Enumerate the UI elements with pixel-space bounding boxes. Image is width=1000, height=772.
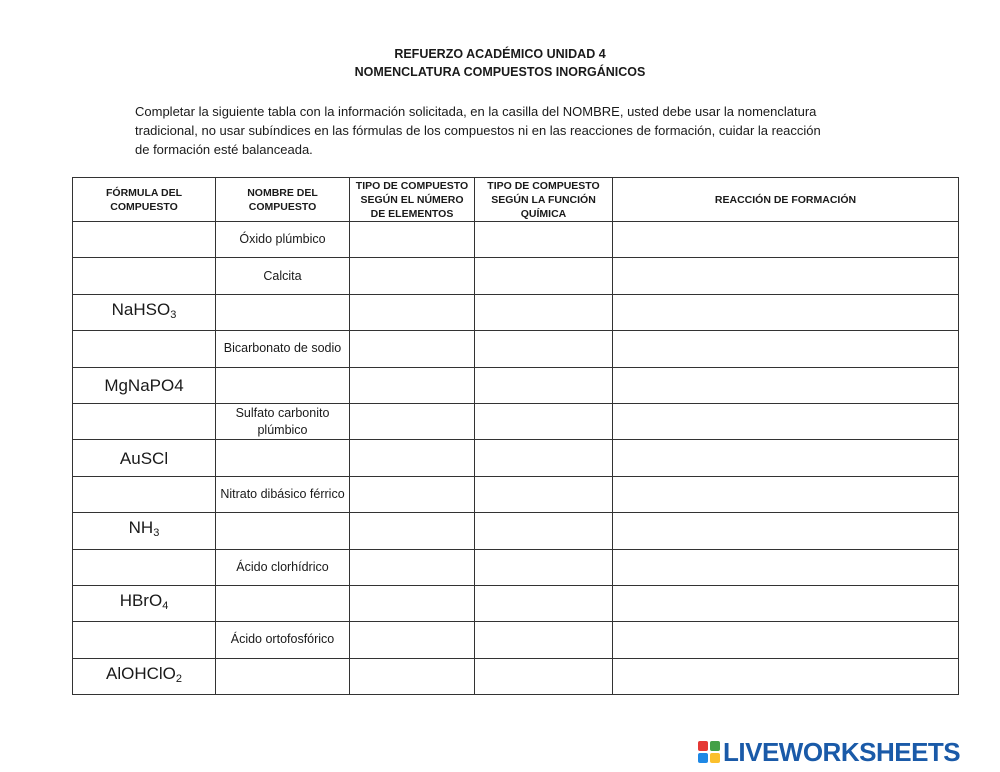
reaction-cell[interactable] — [613, 440, 959, 476]
formula-cell[interactable] — [73, 331, 216, 367]
header-type-elements: TIPO DE COMPUESTO SEGÚN EL NÚMERO DE ELEMENTOS — [350, 178, 475, 222]
table-row — [73, 622, 959, 658]
formula-subscript: 2 — [175, 672, 183, 685]
reaction-cell[interactable] — [613, 367, 959, 403]
type-elements-cell[interactable] — [350, 549, 475, 585]
formula-cell[interactable] — [73, 403, 216, 439]
table-row — [73, 476, 959, 512]
table-row — [73, 367, 959, 403]
reaction-cell[interactable] — [613, 331, 959, 367]
formula-cell — [73, 440, 216, 476]
table-row — [73, 403, 959, 439]
worksheet-subtitle: NOMENCLATURA COMPUESTOS INORGÁNICOS — [354, 65, 646, 79]
reaction-cell[interactable] — [613, 658, 959, 694]
type-elements-cell[interactable] — [350, 585, 475, 621]
table-row — [73, 258, 959, 294]
formula-cell[interactable] — [73, 222, 216, 258]
formula-cell[interactable] — [73, 622, 216, 658]
name-cell: Sulfato carbonito plúmbico — [216, 403, 350, 439]
type-elements-cell[interactable] — [350, 440, 475, 476]
formula-subscript: 4 — [162, 600, 169, 613]
formula-cell[interactable] — [73, 476, 216, 512]
instructions-line: tradicional, no usar subíndices en las fórmulas de los compuestos ni en las reacciones de formación, cuidar la reacción — [135, 123, 821, 138]
type-function-cell[interactable] — [475, 222, 613, 258]
formula-text: HBrO — [119, 591, 163, 611]
reaction-cell[interactable] — [613, 513, 959, 549]
type-elements-cell[interactable] — [350, 513, 475, 549]
formula-text: AlOHClO — [105, 663, 176, 683]
type-elements-cell[interactable] — [350, 294, 475, 330]
reaction-cell[interactable] — [613, 222, 959, 258]
reaction-cell[interactable] — [613, 403, 959, 439]
reaction-cell[interactable] — [613, 585, 959, 621]
formula-text: NH — [128, 518, 154, 538]
header-type-function: TIPO DE COMPUESTO SEGÚN LA FUNCIÓN QUÍMICA — [475, 178, 613, 222]
type-function-cell[interactable] — [475, 258, 613, 294]
table-row — [73, 513, 959, 549]
type-elements-cell[interactable] — [350, 403, 475, 439]
liveworksheets-logo — [698, 735, 960, 769]
table-row — [73, 549, 959, 585]
type-function-cell[interactable] — [475, 294, 613, 330]
logo-block — [710, 753, 720, 763]
reaction-cell[interactable] — [613, 622, 959, 658]
type-function-cell[interactable] — [475, 513, 613, 549]
formula-cell — [73, 585, 216, 621]
formula-cell — [73, 367, 216, 403]
logo-block — [710, 741, 720, 751]
type-function-cell[interactable] — [475, 440, 613, 476]
name-cell: Calcita — [216, 258, 350, 294]
formula-cell[interactable] — [73, 258, 216, 294]
logo-block — [698, 741, 708, 751]
type-function-cell[interactable] — [475, 367, 613, 403]
logo-blocks-icon — [698, 741, 720, 763]
formula-cell — [73, 658, 216, 694]
worksheet-title: REFUERZO ACADÉMICO UNIDAD 4 — [394, 47, 606, 61]
header-formula: FÓRMULA DEL COMPUESTO — [73, 178, 216, 222]
type-function-cell[interactable] — [475, 622, 613, 658]
name-cell[interactable] — [216, 367, 350, 403]
name-cell[interactable] — [216, 294, 350, 330]
type-elements-cell[interactable] — [350, 476, 475, 512]
logo-wordmark: LIVEWORKSHEETS — [723, 736, 961, 767]
table-row — [73, 331, 959, 367]
name-cell: Ácido clorhídrico — [216, 549, 350, 585]
formula-text: NaHSO — [111, 299, 171, 319]
formula-cell — [73, 513, 216, 549]
name-cell[interactable] — [216, 585, 350, 621]
table-row — [73, 585, 959, 621]
type-elements-cell[interactable] — [350, 222, 475, 258]
type-elements-cell[interactable] — [350, 367, 475, 403]
table-row — [73, 440, 959, 476]
reaction-cell[interactable] — [613, 476, 959, 512]
name-cell[interactable] — [216, 440, 350, 476]
header-name: NOMBRE DEL COMPUESTO — [216, 178, 350, 222]
name-cell[interactable] — [216, 513, 350, 549]
nomenclature-table — [72, 177, 959, 695]
table-header-row — [73, 178, 959, 222]
formula-text: AuSCl — [119, 448, 169, 468]
type-elements-cell[interactable] — [350, 658, 475, 694]
type-function-cell[interactable] — [475, 476, 613, 512]
type-function-cell[interactable] — [475, 585, 613, 621]
name-cell: Bicarbonato de sodio — [216, 331, 350, 367]
instructions-line: Completar la siguiente tabla con la información solicitada, en la casilla del NOMBRE, usted debe usar la nomenclatura — [135, 104, 817, 119]
name-cell: Nitrato dibásico férrico — [216, 476, 350, 512]
type-function-cell[interactable] — [475, 549, 613, 585]
table-row — [73, 658, 959, 694]
table-row — [73, 294, 959, 330]
type-function-cell[interactable] — [475, 658, 613, 694]
reaction-cell[interactable] — [613, 258, 959, 294]
formula-cell — [73, 294, 216, 330]
reaction-cell[interactable] — [613, 549, 959, 585]
table-row — [73, 222, 959, 258]
formula-cell[interactable] — [73, 549, 216, 585]
type-elements-cell[interactable] — [350, 258, 475, 294]
type-function-cell[interactable] — [475, 331, 613, 367]
name-cell: Óxido plúmbico — [216, 222, 350, 258]
type-elements-cell[interactable] — [350, 331, 475, 367]
header-reaction: REACCIÓN DE FORMACIÓN — [613, 178, 959, 222]
instructions-paragraph — [135, 102, 821, 159]
instructions-line: de formación esté balanceada. — [135, 142, 313, 157]
formula-subscript: 3 — [170, 308, 177, 321]
logo-block — [698, 753, 708, 763]
type-function-cell[interactable] — [475, 403, 613, 439]
formula-subscript: 3 — [153, 527, 160, 540]
reaction-cell[interactable] — [613, 294, 959, 330]
formula-text: MgNaPO4 — [104, 375, 184, 395]
type-elements-cell[interactable] — [350, 622, 475, 658]
name-cell: Ácido ortofosfórico — [216, 622, 350, 658]
name-cell[interactable] — [216, 658, 350, 694]
